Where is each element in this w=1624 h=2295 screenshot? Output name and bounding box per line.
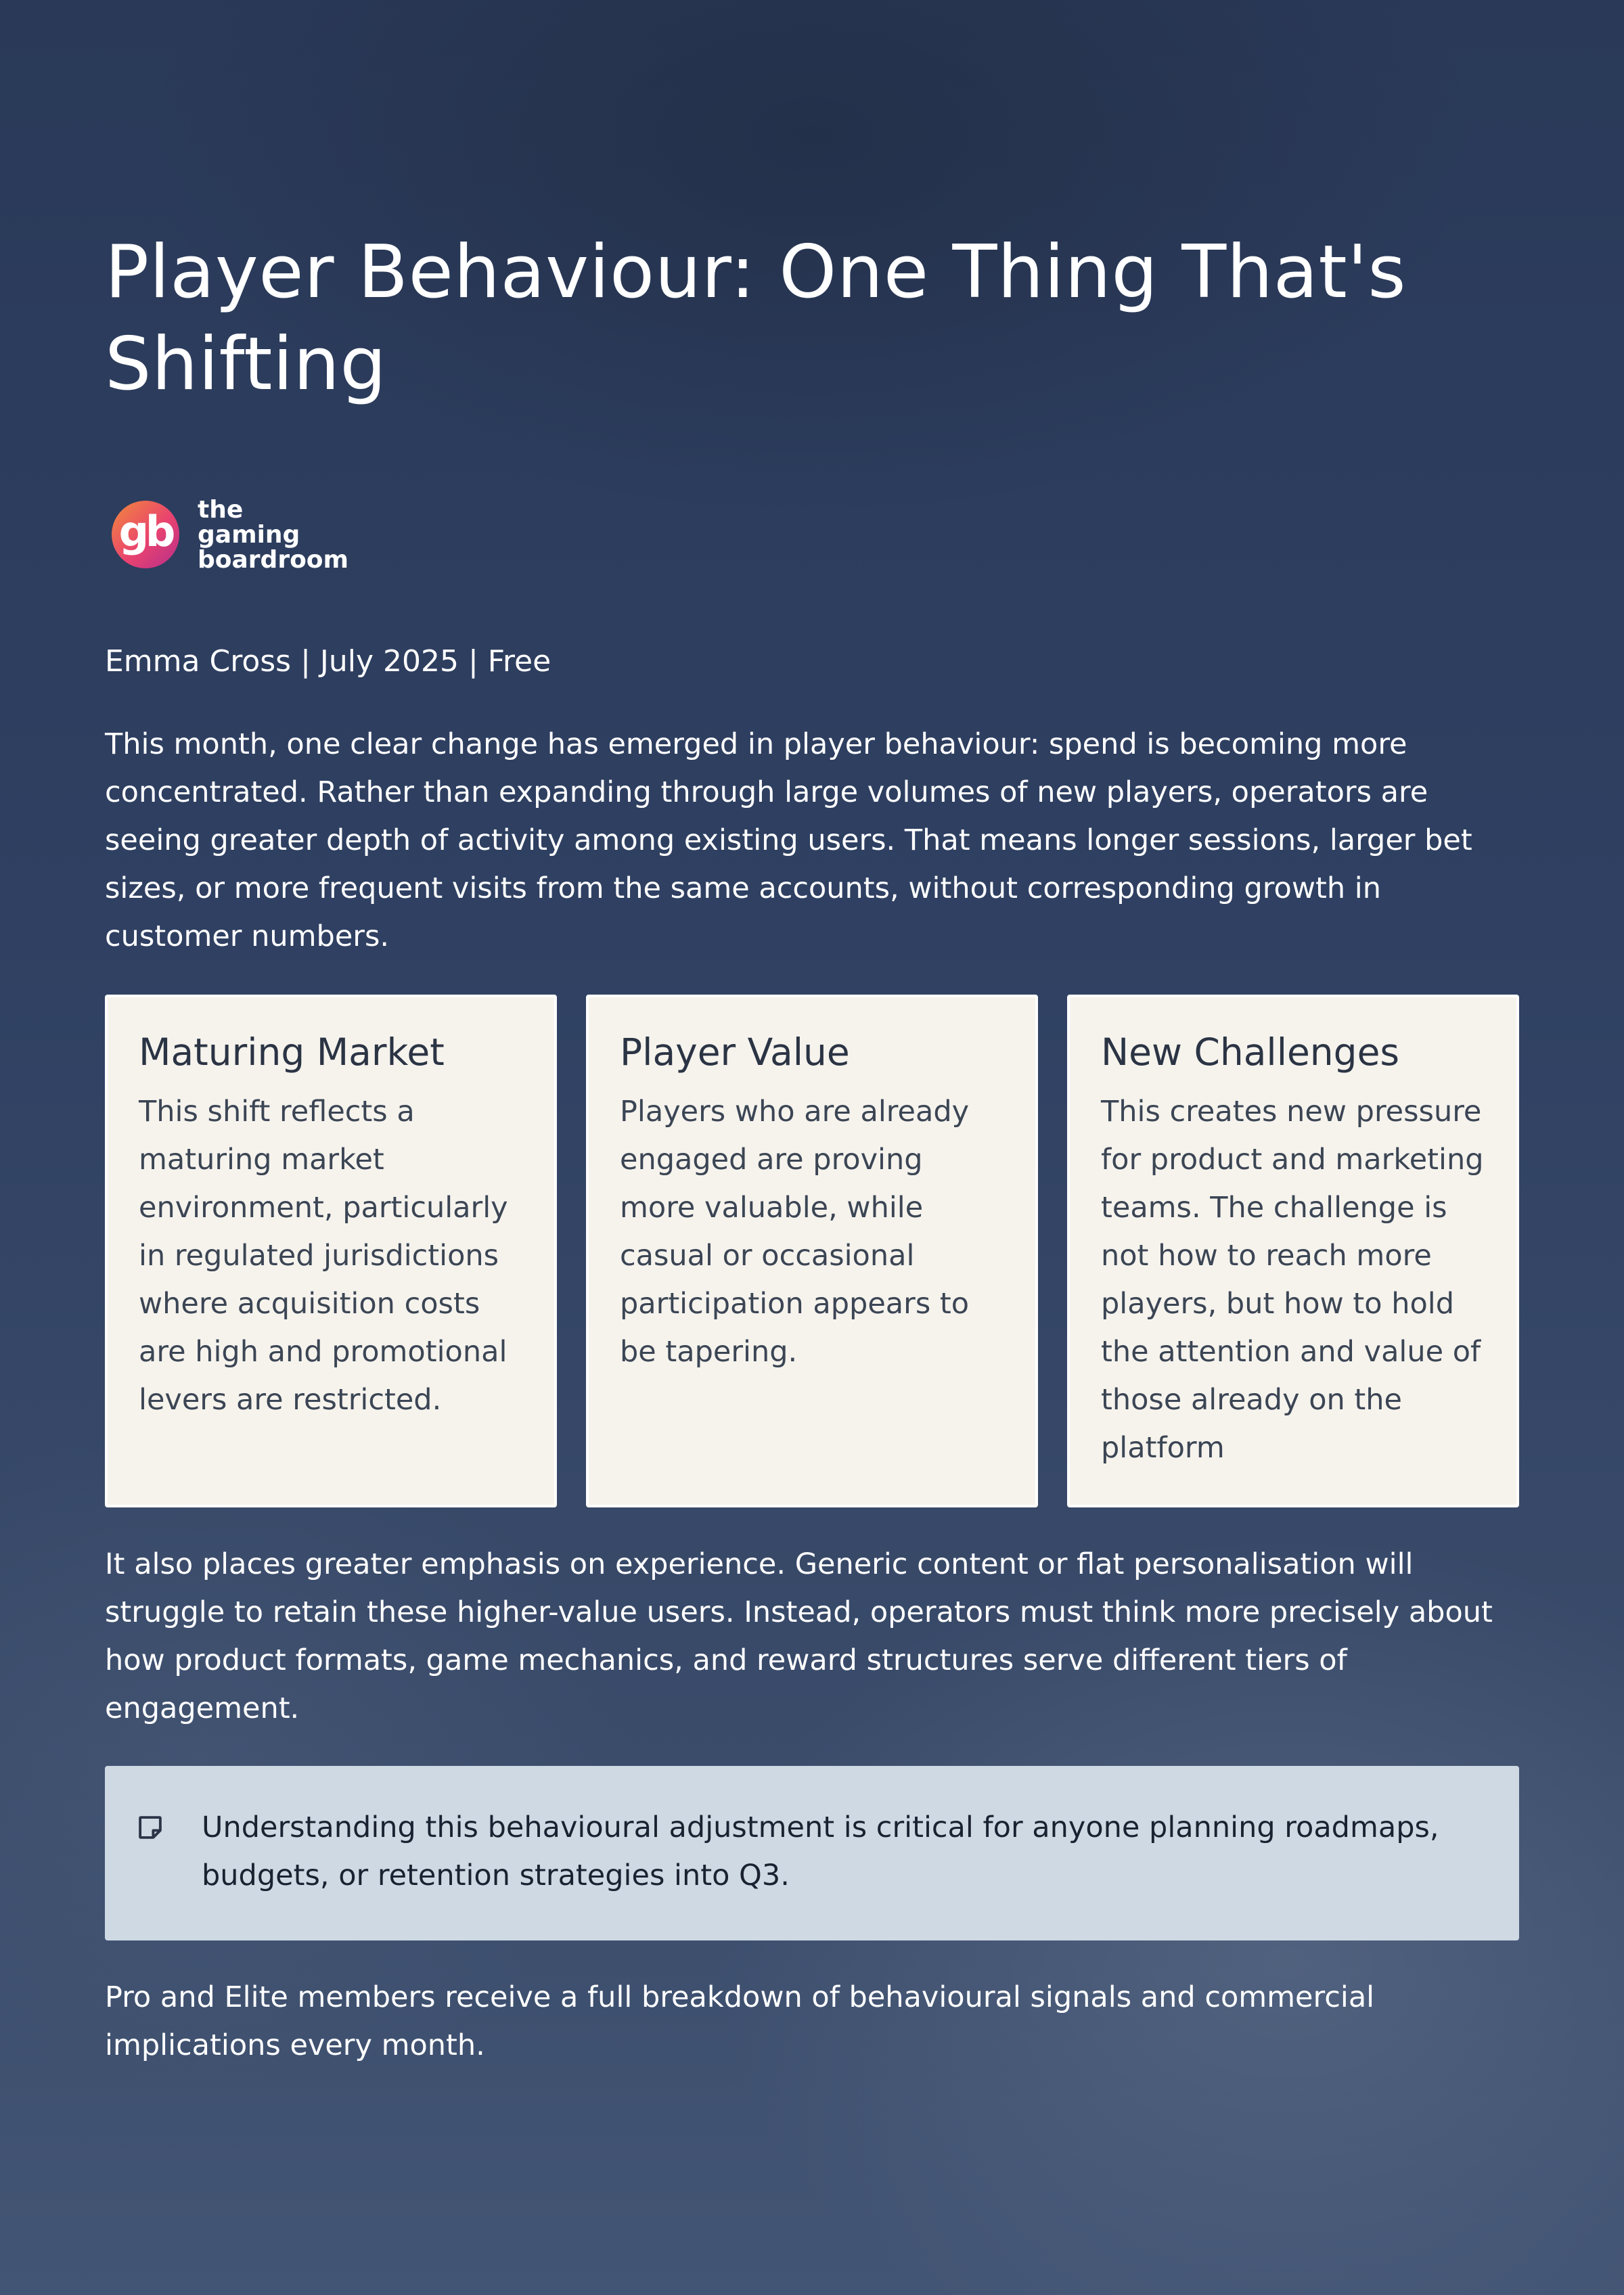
footer-paragraph: Pro and Elite members receive a full breakdown of behavioural signals and commercial implications every month. xyxy=(105,1980,1375,2062)
card-player-value xyxy=(586,995,1038,1507)
logo-line-3: boardroom xyxy=(198,546,349,574)
logo-mark-text: gb xyxy=(118,507,173,556)
card-body: This creates new pressure for product and marketing teams. The challenge is not how to reach more players, but how to hold the attention and value of those already on the platform xyxy=(1101,1095,1484,1465)
page-title: Player Behaviour: One Thing That's Shifting xyxy=(105,230,1407,407)
logo-line-2: gaming xyxy=(198,521,300,549)
intro-paragraph: This month, one clear change has emerged in player behaviour: spend is becoming more concentrated. Rather than expanding through large volumes of new players, operators are seeing greater depth of activity among existing users. That means longer sessions, larger bet sizes, or more frequent visits from the same accounts, without corresponding growth in customer numbers. xyxy=(105,727,1472,953)
brand-logo xyxy=(112,496,349,574)
article-byline: Emma Cross | July 2025 | Free xyxy=(105,644,551,679)
card-maturing-market xyxy=(105,995,557,1507)
card-heading: New Challenges xyxy=(1101,1030,1400,1074)
logo-line-1: the xyxy=(198,496,244,524)
experience-paragraph: It also places greater emphasis on experience. Generic content or flat personalisation will struggle to retain these higher-value users. Instead, operators must think more precisely about how product formats, game mechanics, and reward structures serve different tiers of engagement. xyxy=(105,1547,1493,1725)
card-body: Players who are already engaged are proving more valuable, while casual or occasional participation appears to be tapering. xyxy=(620,1095,970,1369)
card-body: This shift reflects a maturing market environment, particularly in regulated jurisdictions where acquisition costs are high and promotional levers are restricted. xyxy=(139,1095,508,1417)
card-row xyxy=(105,995,1519,1507)
card-new-challenges xyxy=(1067,995,1519,1507)
logo-mark xyxy=(112,501,179,568)
logo-wordmark xyxy=(198,497,348,572)
callout-text: Understanding this behavioural adjustment is critical for anyone planning roadmaps, budgets, or retention strategies into Q3. xyxy=(202,1811,1439,1892)
card-heading: Maturing Market xyxy=(139,1030,445,1074)
note-icon xyxy=(136,1813,164,1842)
callout-box xyxy=(105,1766,1519,1940)
card-heading: Player Value xyxy=(620,1030,850,1074)
